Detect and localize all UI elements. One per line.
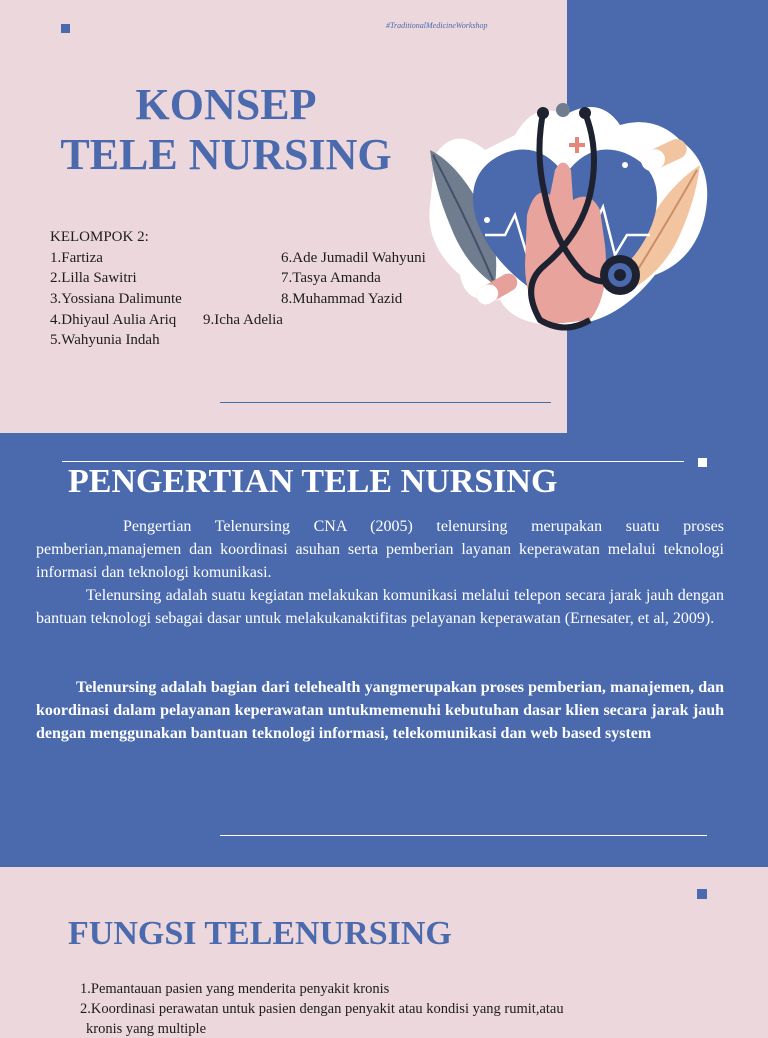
function-item-1: 1.Pemantauan pasien yang menderita penyakit kronis [80,981,390,997]
divider-line [220,402,551,403]
decorative-square [61,24,70,33]
function-item-2-continued: kronis yang multiple [86,1021,207,1037]
definition-paragraph-2: Telenursing adalah suatu kegiatan melakukan komunikasi melalui telepon secara jarak jauh dengan bantuan teknologi sebagai dasar untuk melakukanaktifitas pelayanan keperawatan (Ernesater, et al, 2009). [36,587,724,627]
cover-title-line2: TELE NURSING [60,130,392,179]
divider-line [62,461,684,462]
member-5: 5.Wahyunia Indah [50,332,160,348]
decorative-square [697,889,707,899]
definition-paragraph-3: Telenursing adalah bagian dari telehealth yangmerupakan proses pemberian, manajemen, dan koordinasi dalam pelayanan keperawatan untukmemenuhi kebutuhan dasar klien secara jarak jauh dengan menggunakan bantuan teknologi informasi, telekomunikasi dan web based system [36,679,724,742]
member-6: 6.Ade Jumadil Wahyuni [281,250,426,266]
slide-cover [0,0,768,433]
cover-title [36,80,416,180]
slide-functions [0,867,768,1037]
member-1: 1.Fartiza [50,250,103,266]
cover-title-line1: KONSEP [135,80,317,129]
member-4: 4.Dhiyaul Aulia Ariq [50,312,177,328]
function-item-2: 2.Koordinasi perawatan untuk pasien dengan penyakit atau kondisi yang rumit,atau [80,1001,564,1017]
divider-line [220,835,707,836]
member-8: 8.Muhammad Yazid [281,291,403,307]
definition-paragraph-1: Pengertian Telenursing CNA (2005) telenursing merupakan suatu proses pemberian,manajemen dan koordinasi asuhan serta pemberian layanan keperawatan melalui teknologi informasi dan teknologi komunikasi. [36,518,724,581]
functions-title: FUNGSI TELENURSING [68,915,452,952]
decorative-square [698,458,707,467]
heart-stethoscope-illustration [415,95,720,335]
slide-definition [0,433,768,867]
group-label: KELOMPOK 2: [50,229,149,245]
member-2: 2.Lilla Sawitri [50,270,137,286]
member-9: 9.Icha Adelia [203,312,283,328]
member-3: 3.Yossiana Dalimunte [50,291,182,307]
hashtag-text: #TraditionalMedicineWorkshop [386,21,488,30]
member-7: 7.Tasya Amanda [281,270,381,286]
definition-title: PENGERTIAN TELE NURSING [68,463,558,500]
